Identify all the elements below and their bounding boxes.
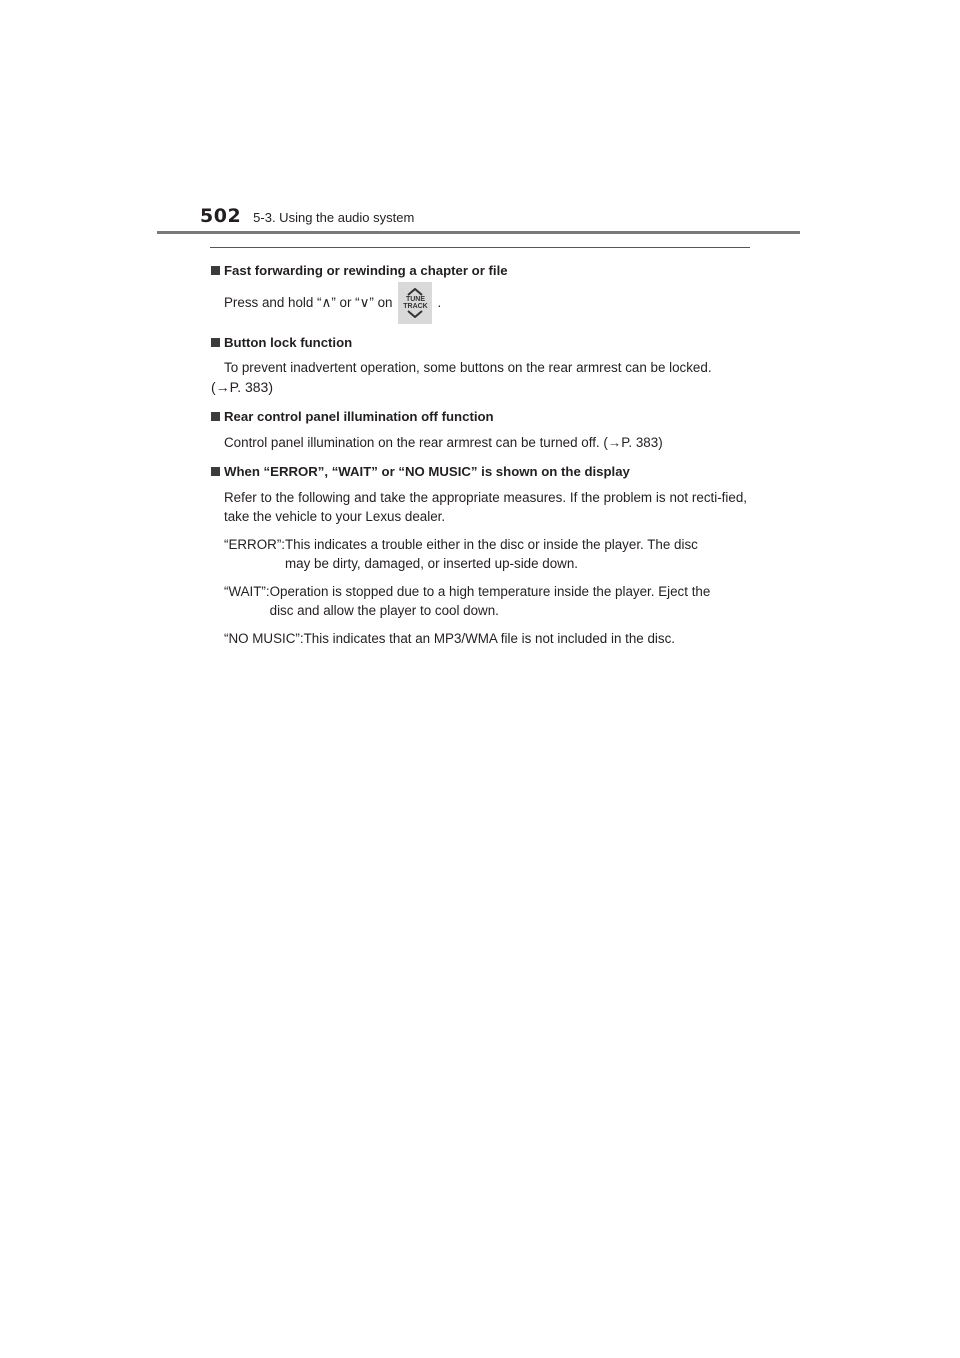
definition-body: [304, 629, 675, 649]
chevron-up-icon: [406, 288, 424, 296]
press-instruction: [211, 281, 747, 325]
press-end: .: [437, 294, 442, 310]
square-bullet-icon: [211, 338, 220, 347]
definition-line: may be dirty, damaged, or inserted up-side down.: [285, 556, 579, 571]
heading-text: Fast forwarding or rewinding a chapter or file: [224, 263, 508, 278]
definition-line: Operation is stopped due to a high temperature inside the player. Eject the: [269, 583, 711, 599]
up-symbol: ∧: [321, 294, 332, 310]
definition-body: [270, 582, 711, 621]
page-header: [200, 205, 414, 227]
heading-text: Rear control panel illumination off function: [224, 409, 494, 424]
definition-line: This indicates a trouble either in the disc or inside the player. The disc: [285, 536, 698, 552]
definition-line: This indicates that an MP3/WMA file is not included in the disc.: [303, 630, 675, 646]
page-content: [211, 261, 747, 648]
square-bullet-icon: [211, 467, 220, 476]
down-symbol: ∨: [359, 294, 370, 310]
square-bullet-icon: [211, 266, 220, 275]
content-rule: [210, 247, 750, 248]
heading-text: Button lock function: [224, 334, 353, 350]
button-lock-ref: (→P. 383): [211, 378, 273, 395]
chevron-down-icon: [406, 310, 424, 318]
definition-term: “NO MUSIC”:: [224, 630, 304, 646]
section-title: 5-3. Using the audio system: [253, 210, 415, 225]
header-rule: [157, 231, 800, 234]
button-label-track: TRACK: [403, 302, 428, 310]
heading-button-lock: [211, 333, 747, 353]
definition-term: “ERROR”:: [224, 536, 285, 552]
definition-no-music: [211, 629, 747, 649]
press-middle: ” or “: [331, 294, 360, 310]
heading-fast-forward: [211, 261, 747, 281]
heading-text: When “ERROR”, “WAIT” or “NO MUSIC” is shown on the display: [224, 464, 630, 479]
definition-line: disc and allow the player to cool down.: [269, 603, 499, 618]
definition-wait: [211, 582, 747, 621]
definition-error: [211, 535, 747, 574]
button-label-tune: TUNE: [405, 295, 426, 303]
square-bullet-icon: [211, 412, 220, 421]
tune-track-button-icon: [398, 282, 432, 324]
heading-display-messages: [211, 462, 747, 482]
display-intro: Refer to the following and take the appropriate measures. If the problem is not recti-fied, take the vehicle to your Lexus dealer.: [224, 489, 747, 524]
page-number: 502: [200, 205, 242, 227]
illumination-text: Control panel illumination on the rear armrest can be turned off. (→P. 383): [224, 434, 663, 450]
press-prefix: Press and hold “: [224, 294, 322, 310]
heading-illumination: [211, 407, 747, 427]
button-lock-text: To prevent inadvertent operation, some buttons on the rear armrest can be locked.: [224, 360, 712, 375]
definition-term: “WAIT”:: [224, 583, 270, 599]
definition-body: [285, 535, 698, 574]
press-suffix: ” on: [369, 294, 393, 310]
